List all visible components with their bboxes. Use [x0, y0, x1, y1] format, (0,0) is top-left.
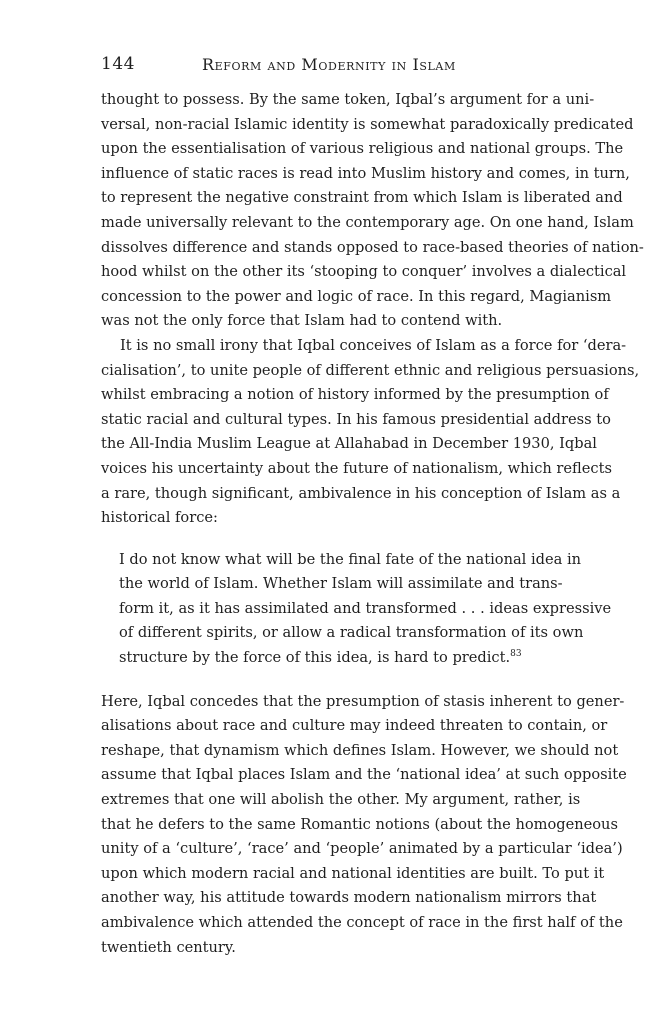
text-line: ambivalence which attended the concept of race in the first half of the	[101, 914, 623, 931]
book-page	[101, 54, 644, 960]
text-line: It is no small irony that Iqbal conceives of Islam as a force for ‘dera-	[120, 336, 627, 354]
text-line: extremes that one will abolish the other. My argument, rather, is	[101, 791, 581, 809]
text-line: Here, Iqbal concedes that the presumption of stasis inherent to gener-	[101, 692, 625, 710]
text-line: made universally relevant to the contemporary age. On one hand, Islam	[101, 213, 634, 231]
text-line: alisations about race and culture may indeed threaten to contain, or	[101, 717, 608, 735]
text-line: the All-India Muslim League at Allahabad in December 1930, Iqbal	[101, 435, 597, 453]
block-quote	[119, 548, 612, 671]
paragraph-2	[101, 334, 640, 531]
quote-line: the world of Islam. Whether Islam will assimilate and trans-	[119, 575, 563, 593]
running-title: Reform and Modernity in Islam	[202, 55, 456, 74]
paragraph-1	[101, 88, 644, 334]
text-line: a rare, though significant, ambivalence in his conception of Islam as a	[101, 484, 621, 502]
text-line: that he defers to the same Romantic notions (about the homogeneous	[101, 815, 618, 833]
page-number: 144	[101, 54, 135, 74]
quote-line: I do not know what will be the final fate of the national idea in	[119, 550, 582, 568]
text-line: concession to the power and logic of race. In this regard, Magianism	[101, 287, 612, 305]
text-line: influence of static races is read into Muslim history and comes, in turn,	[101, 164, 630, 182]
quote-last-text: structure by the force of this idea, is hard to predict.	[119, 649, 511, 667]
text-line: voices his uncertainty about the future of nationalism, which reflects	[101, 459, 612, 477]
text-line: unity of a ‘culture’, ‘race’ and ‘people’ animated by a particular ‘idea’)	[101, 840, 623, 858]
text-line: another way, his attitude towards modern nationalism mirrors that	[101, 889, 597, 907]
footnote-marker[interactable]: 83	[510, 649, 522, 660]
text-line: static racial and cultural types. In his famous presidential address to	[101, 410, 611, 428]
text-line: to represent the negative constraint from which Islam is liberated and	[101, 189, 623, 207]
text-line: thought to possess. By the same token, Iqbal’s argument for a uni-	[101, 91, 595, 108]
text-line: upon the essentialisation of various religious and national groups. The	[101, 140, 624, 158]
text-line: whilst embracing a notion of history informed by the presumption of	[101, 386, 609, 404]
text-line: versal, non-racial Islamic identity is somewhat paradoxically predicated	[101, 115, 634, 133]
text-line: hood whilst on the other its ‘stooping to conquer’ involves a dialectical	[101, 263, 627, 281]
running-head	[101, 54, 575, 88]
quote-line: form it, as it has assimilated and transformed . . . ideas expressive	[119, 599, 612, 617]
text-line: twentieth century.	[101, 938, 236, 956]
text-line: assume that Iqbal places Islam and the ‘national idea’ at such opposite	[101, 766, 627, 784]
quote-line	[119, 646, 555, 671]
text-line: dissolves difference and stands opposed to race-based theories of nation-	[101, 238, 644, 256]
quote-line: of different spirits, or allow a radical transformation of its own	[119, 624, 584, 642]
text-line: cialisation’, to unite people of different ethnic and religious persuasions,	[101, 361, 640, 379]
text-line: was not the only force that Islam had to contend with.	[101, 312, 503, 330]
text-line: historical force:	[101, 509, 218, 527]
paragraph-3	[101, 690, 627, 961]
text-line: upon which modern racial and national identities are built. To put it	[101, 864, 605, 882]
text-line: reshape, that dynamism which defines Islam. However, we should not	[101, 741, 619, 759]
